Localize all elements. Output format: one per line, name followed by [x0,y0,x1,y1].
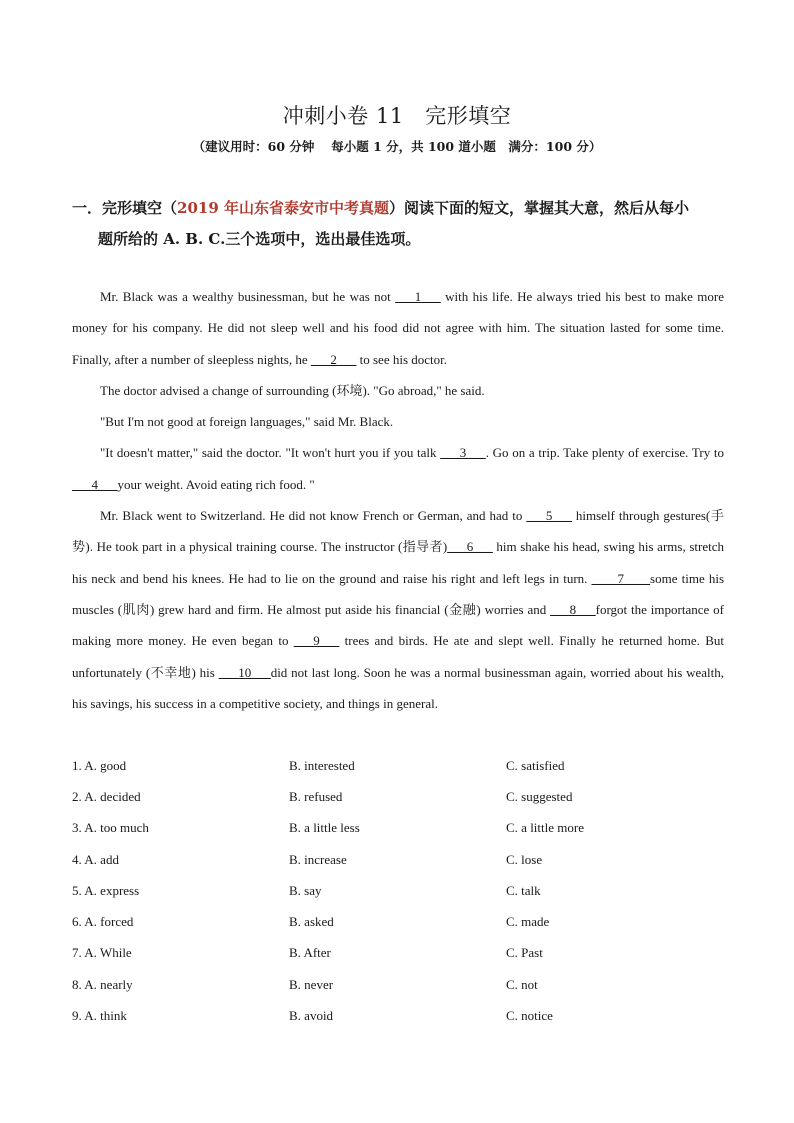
question-9-options [72,1000,724,1031]
blank-5: ___5___ [526,508,572,524]
passage-text: forgot the importance of making more money. He even began to [72,601,724,649]
option-a: 3. A. too much [72,820,149,836]
option-b: B. say [289,882,322,898]
passage-text: "It doesn't matter," said the doctor. "It won't hurt you if you talk [100,445,441,461]
passage-text: did not last long. Soon he was a normal businessman again, worried about his wealth, his savings, his success in a competitive society, and things in general. [72,664,724,711]
option-a: 1. A. good [72,757,127,773]
blank-2: ___2___ [310,351,357,367]
option-b: B. asked [289,914,334,930]
passage-paragraph-4 [72,437,724,500]
option-c: C. not [506,976,538,992]
question-4-options [72,844,724,875]
section-source: 2019 年山东省泰安市中考真题 [177,199,389,217]
passage-paragraph-1 [72,281,724,375]
blank-10: ___10___ [218,664,271,680]
section-instruction-line1: ）阅读下面的短文，掌握其大意，然后从每小 [389,199,690,217]
page-title: 冲刺小卷 11 完形填空 [282,104,512,128]
option-c: C. Past [506,945,543,961]
question-5-options [72,875,724,906]
blank-7: ____7____ [591,570,651,586]
answer-options [72,750,724,1032]
passage-text: him shake his head, swing his arms, stretch his neck and bend his knees. He had to lie on the ground and raise his right and left legs in turn. [72,539,724,586]
section-instruction-line2: 题所给的 A. B. C.三个选项中，选出最佳选项。 [98,230,421,248]
passage-text: with his life. He always tried his best to make more money for his company. He did not sleep well and his food did not agree with him. The situation lasted for some time. Finally, after a number of sleepless nights, he [72,289,724,367]
passage-paragraph-3: "But I'm not good at foreign languages," said Mr. Black. [100,414,394,430]
passage-paragraph-2: The doctor advised a change of surrounding (环境). "Go abroad," he said. [100,382,485,398]
question-6-options [72,906,724,937]
blank-3: ___3___ [440,445,486,461]
passage-paragraph-5 [72,500,724,719]
question-2-options [72,781,724,812]
option-a: 8. A. nearly [72,976,133,992]
option-a: 2. A. decided [72,788,141,804]
section-heading [72,193,724,255]
cloze-passage [72,281,724,719]
option-a: 4. A. add [72,851,119,867]
blank-1: ___1___ [395,289,441,304]
option-c: C. talk [506,882,541,898]
blank-8: ___8___ [550,601,596,617]
section-prefix: 一．完形填空（ [72,199,178,217]
passage-text: Mr. Black went to Switzerland. He did not know French or German, and had to [100,508,527,524]
passage-text: Mr. Black was a wealthy businessman, but he was not [100,289,396,304]
option-a: 5. A. express [72,882,140,898]
option-a: 9. A. think [72,1008,127,1024]
option-c: C. made [506,914,550,930]
blank-4: ___4___ [72,476,118,492]
question-3-options [72,813,724,844]
passage-text: himself through gestures(手势). He took part in a physical training course. The instructor (指导者) [72,508,724,555]
question-8-options [72,969,724,1000]
option-b: B. never [289,976,334,992]
option-c: C. satisfied [506,757,565,773]
option-b: B. After [289,945,331,961]
passage-text: some time his muscles (肌肉) grew hard and firm. He almost put aside his financial (金融) worries and [72,570,725,617]
option-b: B. refused [289,788,343,804]
option-b: B. a little less [289,820,360,836]
question-7-options [72,938,724,969]
passage-text: your weight. Avoid eating rich food. " [117,476,315,492]
blank-9: ___9___ [293,633,340,649]
option-b: B. avoid [289,1008,334,1024]
option-a: 7. A. While [72,945,132,961]
option-c: C. lose [506,851,543,867]
option-a: 6. A. forced [72,914,134,930]
passage-text: . Go on a trip. Take plenty of exercise. Try to [485,445,724,461]
page-subtitle: （建议用时：60 分钟 每小题 1 分，共 100 道小题 满分：100 分） [192,139,602,154]
blank-6: ___6___ [447,539,493,555]
option-b: B. increase [289,851,347,867]
option-c: C. a little more [506,820,584,836]
option-b: B. interested [289,757,355,773]
option-c: C. notice [506,1008,553,1024]
option-c: C. suggested [506,788,573,804]
question-1-options [72,750,724,781]
passage-text: trees and birds. He ate and slept well. Finally he returned home. But unfortunately (不幸地) his [72,633,725,680]
passage-text: to see his doctor. [356,351,448,367]
